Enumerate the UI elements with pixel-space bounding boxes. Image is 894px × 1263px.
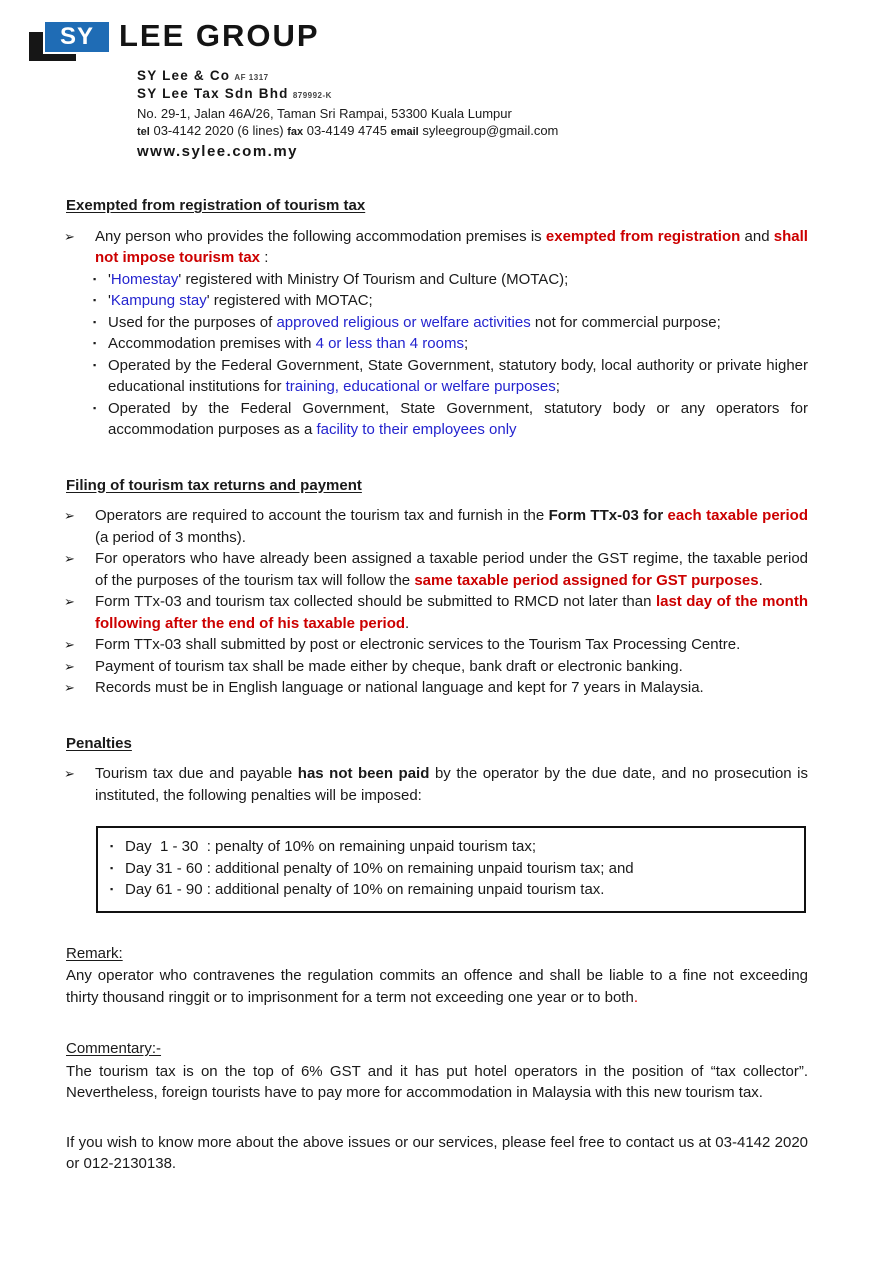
text-segment: ' (108, 270, 111, 288)
text-segment: For operators who have already been assigned a taxable period under the GST regime, the taxable period of the purposes of the tourism tax will follow the (95, 550, 808, 589)
text-segment: exempted from registration (545, 227, 741, 245)
list-item-text (108, 333, 808, 355)
text-segment: The tourism tax is on the top of 6% GST and it has put hotel operators in the position of “tax collector”. Nevertheless, foreign tourists have to pay more for accommodation in Malaysia with this new tourism tax. (66, 1062, 808, 1101)
firm-details (137, 68, 773, 161)
list-item-text (95, 548, 808, 591)
list-item (64, 355, 808, 398)
list-item (64, 226, 808, 269)
text-segment: Payment of tourism tax shall be made either by cheque, bank draft or electronic banking. (95, 657, 683, 675)
section-heading: Exempted from registration of tourism tax (66, 197, 366, 214)
text-segment: Used for the purposes of (108, 313, 277, 331)
text-segment: Tourism tax due and payable (95, 765, 298, 782)
text-segment: ' registered with MOTAC; (206, 292, 373, 309)
list-item (64, 763, 808, 806)
list-item (64, 505, 808, 548)
firm-reg-2: 879992-K (292, 91, 332, 100)
sub-heading: Remark: (66, 944, 123, 962)
text-segment: Operated by the Federal Government, State Government, statutory body, local authority or private higher educational institutions for (108, 356, 808, 395)
list-item-text (95, 505, 808, 548)
penalty-box-item (110, 836, 792, 858)
text-segment: Day 1 - 30 : penalty of 10% on remaining unpaid tourism tax; (125, 838, 537, 855)
firm-website: www.sylee.com.my (137, 143, 299, 160)
list-item (64, 677, 808, 699)
list-item-text (95, 656, 808, 678)
list-item-text (95, 677, 808, 699)
text-segment: . (633, 988, 638, 1006)
text-segment: : (260, 249, 269, 266)
tel-value: 03-4142 2020 (6 lines) (153, 123, 284, 138)
list-item-text (95, 591, 808, 634)
penalty-box-item (110, 879, 792, 901)
list-item-text (108, 312, 808, 334)
text-segment: Kampung stay (110, 292, 207, 309)
arrow-bullet-icon: ➢ (64, 637, 75, 652)
text-segment: training, educational or welfare purposes (285, 378, 556, 395)
square-bullet-icon: ▪ (93, 316, 97, 327)
penalty-box (96, 826, 806, 913)
text-segment: by the operator by the due date, and no prosecution is instituted, the following penalties will be imposed: (95, 765, 809, 804)
list-item (64, 548, 808, 591)
email-value: syleegroup@gmail.com (422, 123, 559, 138)
document-body (64, 195, 808, 1175)
arrow-bullet-icon: ➢ (64, 228, 75, 244)
text-segment: Any person who provides the following accommodation premises is (95, 227, 546, 245)
firm-contact-line (137, 122, 773, 141)
section-heading: Penalties (66, 734, 132, 752)
logo-company-name: LEE GROUP (119, 18, 320, 53)
paragraph (66, 1061, 808, 1104)
text-segment: If you wish to know more about the above issues or our services, please feel free to contact us at 03-4142 2020 or 012-2130138. (66, 1133, 808, 1172)
list-item (64, 656, 808, 678)
text-segment: Form TTx-03 for (548, 507, 668, 524)
text-segment: ' registered with Ministry Of Tourism and Culture (MOTAC); (178, 270, 569, 288)
arrow-bullet-icon: ➢ (64, 680, 75, 695)
arrow-bullet-icon: ➢ (64, 508, 75, 523)
text-segment: Form TTx-03 and tourism tax collected should be submitted to RMCD not later than (95, 593, 656, 610)
arrow-bullet-icon: ➢ (64, 594, 75, 609)
text-segment: ; (555, 378, 560, 395)
list-item-text (95, 226, 808, 269)
text-segment: Any operator who contravenes the regulation commits an offence and shall be liable to a fine not exceeding thirty thousand ringgit or to imprisonment for a term not exceeding one year or to both (66, 967, 808, 1006)
fax-label: fax (287, 126, 304, 138)
text-segment: Day 31 - 60 : additional penalty of 10% on remaining unpaid tourism tax; and (125, 859, 634, 877)
text-segment: Day 61 - 90 : additional penalty of 10% on remaining unpaid tourism tax. (125, 881, 605, 898)
arrow-bullet-icon: ➢ (64, 766, 75, 781)
text-segment: . (405, 614, 410, 632)
closing-paragraph (66, 1132, 808, 1175)
penalty-box-item-text (125, 858, 792, 880)
logo-sy-badge: SY (43, 22, 109, 54)
text-segment: (a period of 3 months). (95, 528, 246, 546)
letterhead (29, 18, 773, 161)
text-segment: not for commercial purpose; (530, 313, 721, 331)
square-bullet-icon: ▪ (93, 338, 97, 348)
text-segment: 4 or less than 4 rooms (315, 335, 464, 352)
penalty-box-item (110, 858, 792, 880)
square-bullet-icon: ▪ (93, 273, 97, 284)
square-bullet-icon: ▪ (110, 862, 114, 873)
penalty-box-item-text (125, 836, 792, 858)
square-bullet-icon: ▪ (110, 841, 114, 851)
paragraph (66, 965, 808, 1008)
text-segment: has not been paid (297, 765, 430, 782)
sub-heading: Commentary:- (66, 1040, 162, 1057)
arrow-bullet-icon: ➢ (64, 551, 75, 566)
square-bullet-icon: ▪ (93, 295, 97, 305)
list-item (64, 591, 808, 634)
firm-address: No. 29-1, Jalan 46A/26, Taman Sri Rampai, 53300 Kuala Lumpur (137, 106, 512, 121)
penalty-box-item-text (125, 879, 792, 901)
list-item-text (108, 290, 808, 312)
text-segment: last day of the month following after the end of his taxable period (95, 593, 809, 632)
text-segment: Operated by the Federal Government, State Government, statutory body or any operators for accommodation purposes as a (108, 399, 808, 438)
text-segment: Accommodation premises with (108, 335, 316, 352)
text-segment: Form TTx-03 shall submitted by post or electronic services to the Tourism Tax Processing Centre. (95, 636, 741, 653)
square-bullet-icon: ▪ (93, 359, 97, 370)
email-label: email (390, 126, 419, 138)
tel-label: tel (137, 126, 150, 138)
list-item (64, 634, 808, 656)
list-item (64, 312, 808, 334)
text-segment: same taxable period assigned for GST purposes (414, 571, 759, 589)
arrow-bullet-icon: ➢ (64, 658, 75, 674)
list-item (64, 398, 808, 441)
text-segment: Records must be in English language or national language and kept for 7 years in Malaysia. (95, 679, 704, 696)
text-segment: Operators are required to account the tourism tax and furnish in the (95, 507, 549, 524)
list-item (64, 290, 808, 312)
firm-reg-1: AF 1317 (234, 73, 269, 82)
firm-name-1: SY Lee & Co AF 1317 (137, 68, 269, 83)
fax-value: 03-4149 4745 (306, 123, 387, 138)
text-segment: Homestay (110, 270, 179, 288)
text-segment: ' (108, 292, 111, 309)
list-item-text (95, 634, 808, 656)
sy-lee-logo-icon (29, 22, 111, 64)
text-segment: facility to their employees only (316, 421, 517, 438)
text-segment: . (758, 571, 763, 589)
list-item-text (108, 355, 808, 398)
list-item-text (108, 398, 808, 441)
text-segment: shall not impose tourism tax (95, 227, 808, 266)
text-segment: each taxable period (667, 507, 808, 524)
firm-name-2: SY Lee Tax Sdn Bhd 879992-K (137, 86, 332, 101)
text-segment: approved religious or welfare activities (276, 313, 531, 331)
section-heading: Filing of tourism tax returns and payment (66, 476, 362, 494)
text-segment: ; (463, 335, 469, 352)
list-item-text (108, 269, 808, 291)
list-item (64, 269, 808, 291)
logo (29, 18, 773, 64)
text-segment: and (740, 227, 774, 245)
list-item (64, 333, 808, 355)
list-item-text (95, 763, 808, 806)
square-bullet-icon: ▪ (110, 884, 114, 894)
square-bullet-icon: ▪ (93, 402, 97, 413)
